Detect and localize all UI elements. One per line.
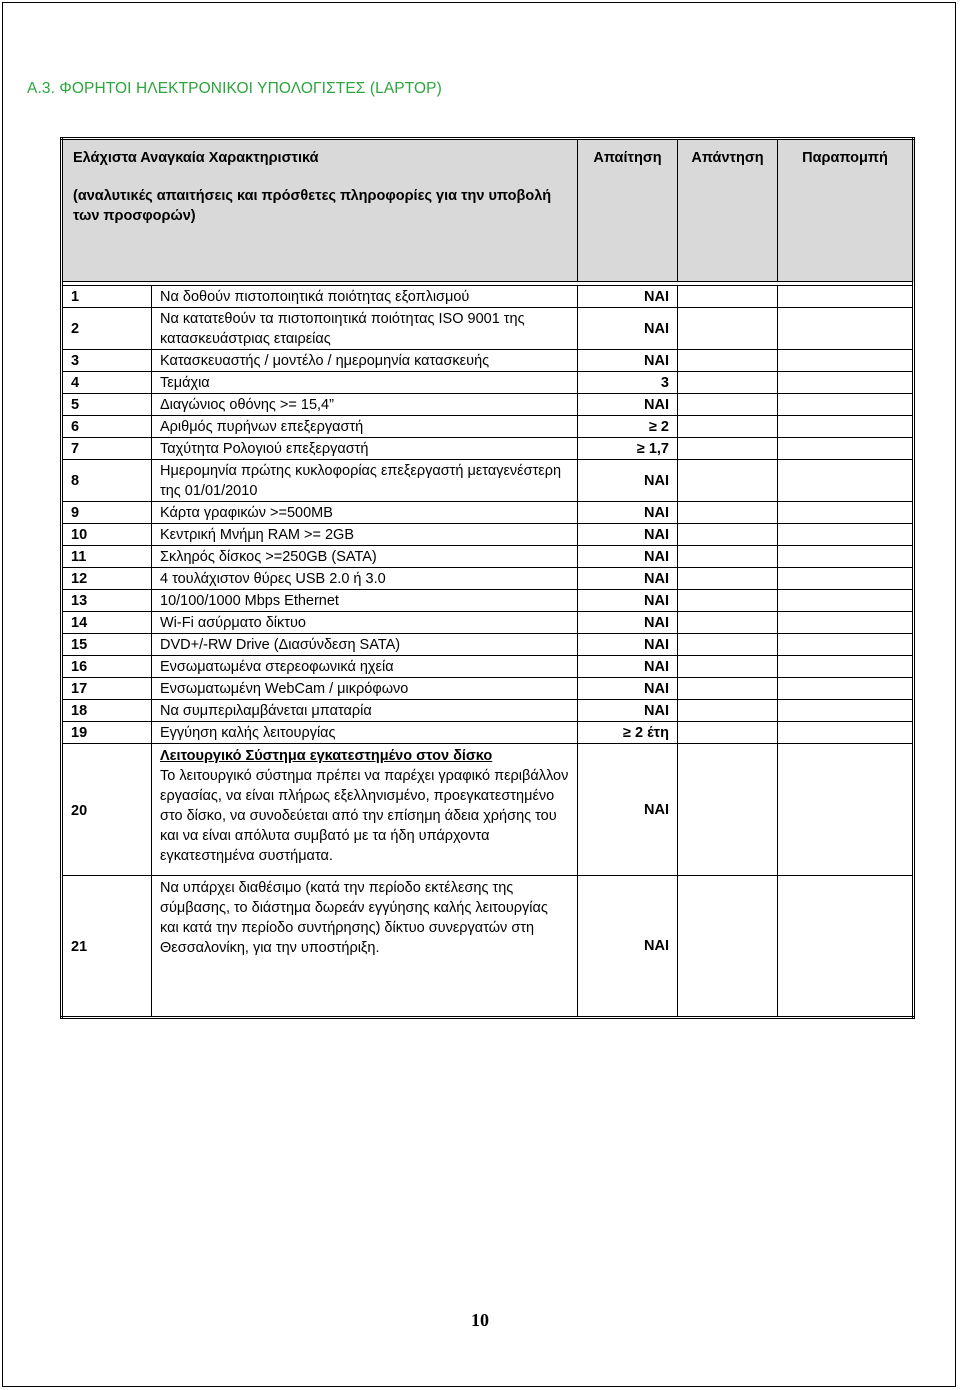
- row-number: 5: [62, 394, 152, 416]
- row-description-text: Να υπάρχει διαθέσιμο (κατά την περίοδο εκτέλεσης της σύμβασης, το διάστημα δωρεάν εγγύησης καλής λειτουργίας και κατά την περίοδο συντήρησης) δίκτυο συνεργατών στη Θεσσαλονίκη, για την υποστήριξη.: [160, 880, 548, 956]
- row-requirement: ΝΑΙ: [578, 590, 678, 612]
- row-description-text: Ημερομηνία πρώτης κυκλοφορίας επεξεργαστή μεταγενέστερη της 01/01/2010: [160, 462, 562, 499]
- header-reference: Παραπομπή: [778, 139, 914, 282]
- header-requirement: Απαίτηση: [578, 139, 678, 282]
- table-row: [62, 546, 914, 568]
- row-description: [152, 700, 578, 722]
- row-description: [152, 568, 578, 590]
- row-reference: [778, 394, 914, 416]
- row-number: 20: [62, 744, 152, 876]
- row-answer: [678, 678, 778, 700]
- row-number: 8: [62, 460, 152, 502]
- row-requirement: ≥ 1,7: [578, 438, 678, 460]
- row-reference: [778, 416, 914, 438]
- row-description: [152, 502, 578, 524]
- row-reference: [778, 612, 914, 634]
- row-description: [152, 350, 578, 372]
- row-answer: [678, 744, 778, 876]
- table-row: [62, 612, 914, 634]
- row-reference: [778, 568, 914, 590]
- row-number: 2: [62, 308, 152, 350]
- row-description-text: Ενσωματωμένη WebCam / μικρόφωνο: [160, 680, 409, 697]
- row-description-text: Τεμάχια: [160, 374, 210, 391]
- row-description: [152, 876, 578, 1018]
- row-reference: [778, 286, 914, 308]
- row-description-text: Σκληρός δίσκος >=250GB (SATA): [160, 548, 377, 565]
- row-description-text: Κάρτα γραφικών >=500MB: [160, 504, 333, 521]
- requirements-table: [60, 137, 915, 1019]
- row-number: 15: [62, 634, 152, 656]
- row-reference: [778, 460, 914, 502]
- table-row: [62, 308, 914, 350]
- row-number: 16: [62, 656, 152, 678]
- row-requirement: ΝΑΙ: [578, 394, 678, 416]
- row-reference: [778, 876, 914, 1018]
- row-description-text: Διαγώνιος οθόνης >= 15,4”: [160, 396, 334, 413]
- row-description: [152, 286, 578, 308]
- row-requirement: ΝΑΙ: [578, 700, 678, 722]
- row-number: 1: [62, 286, 152, 308]
- row-answer: [678, 612, 778, 634]
- row-requirement: ΝΑΙ: [578, 350, 678, 372]
- row-description: [152, 612, 578, 634]
- row-number: 6: [62, 416, 152, 438]
- row-answer: [678, 394, 778, 416]
- row-description-text: Να κατατεθούν τα πιστοποιητικά ποιότητας ISO 9001 της κατασκευάστριας εταιρείας: [160, 310, 525, 347]
- table-row: [62, 524, 914, 546]
- row-answer: [678, 700, 778, 722]
- row-description: [152, 634, 578, 656]
- header-main-label: Ελάχιστα Αναγκαία Χαρακτηριστικά: [73, 150, 319, 166]
- table-row: [62, 876, 914, 1018]
- row-answer: [678, 308, 778, 350]
- row-answer: [678, 524, 778, 546]
- row-description-text: Αριθμός πυρήνων επεξεργαστή: [160, 418, 364, 435]
- table-row: [62, 460, 914, 502]
- row-reference: [778, 722, 914, 744]
- row-requirement: ΝΑΙ: [578, 546, 678, 568]
- row-requirement: 3: [578, 372, 678, 394]
- row-requirement: ΝΑΙ: [578, 308, 678, 350]
- row-reference: [778, 744, 914, 876]
- row-number: 19: [62, 722, 152, 744]
- row-description-text: Να δοθούν πιστοποιητικά ποιότητας εξοπλισμού: [160, 288, 470, 305]
- row-requirement: ≥ 2: [578, 416, 678, 438]
- row-description-text: Να συμπεριλαμβάνεται μπαταρία: [160, 702, 372, 719]
- table-row: [62, 568, 914, 590]
- row-description: [152, 460, 578, 502]
- table-row: [62, 678, 914, 700]
- row-description-text: Wi-Fi ασύρματο δίκτυο: [160, 614, 306, 631]
- row-requirement: ΝΑΙ: [578, 678, 678, 700]
- row-answer: [678, 568, 778, 590]
- page-number: 10: [471, 1310, 489, 1330]
- row-requirement: ΝΑΙ: [578, 876, 678, 1018]
- row-description: [152, 416, 578, 438]
- row-number: 21: [62, 876, 152, 1018]
- row-answer: [678, 876, 778, 1018]
- header-description-cell: [62, 139, 578, 282]
- row-description-text: Εγγύηση καλής λειτουργίας: [160, 724, 336, 741]
- row-requirement: ΝΑΙ: [578, 634, 678, 656]
- row-reference: [778, 656, 914, 678]
- row-answer: [678, 546, 778, 568]
- row-number: 17: [62, 678, 152, 700]
- row-number: 10: [62, 524, 152, 546]
- row-description-text: Ενσωματωμένα στερεοφωνικά ηχεία: [160, 658, 394, 675]
- row-description: [152, 590, 578, 612]
- header-answer: Απάντηση: [678, 139, 778, 282]
- row-requirement: ΝΑΙ: [578, 656, 678, 678]
- row-number: 11: [62, 546, 152, 568]
- row-reference: [778, 350, 914, 372]
- row-description: [152, 744, 578, 876]
- table-row: [62, 700, 914, 722]
- row-description-text: Ταχύτητα Ρολογιού επεξεργαστή: [160, 440, 369, 457]
- row-description: [152, 722, 578, 744]
- row-description: [152, 394, 578, 416]
- row-reference: [778, 372, 914, 394]
- row-requirement: ≥ 2 έτη: [578, 722, 678, 744]
- row-number: 18: [62, 700, 152, 722]
- table-row: [62, 590, 914, 612]
- row-answer: [678, 286, 778, 308]
- row-description-text: Κεντρική Μνήμη RAM >= 2GB: [160, 526, 354, 543]
- row-number: 9: [62, 502, 152, 524]
- row-answer: [678, 502, 778, 524]
- table-row: [62, 502, 914, 524]
- row-description-text: Το λειτουργικό σύστημα πρέπει να παρέχει γραφικό περιβάλλον εργασίας, να είναι πλήρως εξελληνισμένο, προεγκατεστημένο στο δίσκο, να συνοδεύεται από την επίσημη άδεια χρήσης του και να είναι απόλυτα συμβατό με τα ήδη υπάρχοντα εγκατεστημένα συστήματα.: [160, 768, 569, 864]
- row-description-text: 4 τουλάχιστον θύρες USB 2.0 ή 3.0: [160, 570, 386, 587]
- row-requirement: ΝΑΙ: [578, 460, 678, 502]
- row-number: 14: [62, 612, 152, 634]
- row-requirement: ΝΑΙ: [578, 612, 678, 634]
- row-number: 3: [62, 350, 152, 372]
- row-reference: [778, 502, 914, 524]
- row-description: [152, 524, 578, 546]
- row-description: [152, 438, 578, 460]
- row-description-title: Λειτουργικό Σύστημα εγκατεστημένο στον δίσκο: [160, 748, 493, 764]
- row-reference: [778, 524, 914, 546]
- table-row: [62, 416, 914, 438]
- row-number: 7: [62, 438, 152, 460]
- table-row: [62, 350, 914, 372]
- row-reference: [778, 700, 914, 722]
- row-requirement: ΝΑΙ: [578, 286, 678, 308]
- row-description-text: DVD+/-RW Drive (Διασύνδεση SATA): [160, 636, 401, 653]
- row-answer: [678, 634, 778, 656]
- row-answer: [678, 416, 778, 438]
- row-description-text: 10/100/1000 Mbps Ethernet: [160, 592, 339, 609]
- row-number: 13: [62, 590, 152, 612]
- row-number: 12: [62, 568, 152, 590]
- row-description: [152, 678, 578, 700]
- row-description: [152, 372, 578, 394]
- table-row: [62, 372, 914, 394]
- row-description: [152, 546, 578, 568]
- row-requirement: ΝΑΙ: [578, 524, 678, 546]
- section-title: A.3. ΦΟΡΗΤΟΙ ΗΛΕΚΤΡΟΝΙΚΟΙ ΥΠΟΛΟΓΙΣΤΕΣ (LAPTOP): [27, 80, 442, 97]
- row-requirement: ΝΑΙ: [578, 568, 678, 590]
- row-reference: [778, 590, 914, 612]
- table-row: [62, 722, 914, 744]
- row-answer: [678, 590, 778, 612]
- row-description: [152, 308, 578, 350]
- row-number: 4: [62, 372, 152, 394]
- table-row: [62, 634, 914, 656]
- row-reference: [778, 438, 914, 460]
- row-answer: [678, 656, 778, 678]
- row-reference: [778, 678, 914, 700]
- header-sub-label: (αναλυτικές απαιτήσεις και πρόσθετες πληροφορίες για την υποβολή των προσφορών): [73, 188, 552, 224]
- table-row: [62, 438, 914, 460]
- row-answer: [678, 350, 778, 372]
- table-row: [62, 744, 914, 876]
- row-requirement: ΝΑΙ: [578, 502, 678, 524]
- row-answer: [678, 372, 778, 394]
- table-row: [62, 286, 914, 308]
- row-requirement: ΝΑΙ: [578, 744, 678, 876]
- row-description-text: Κατασκευαστής / μοντέλο / ημερομηνία κατασκευής: [160, 352, 490, 369]
- row-reference: [778, 308, 914, 350]
- table-header-row: [62, 139, 914, 282]
- row-answer: [678, 722, 778, 744]
- row-reference: [778, 546, 914, 568]
- row-reference: [778, 634, 914, 656]
- row-answer: [678, 460, 778, 502]
- row-description: [152, 656, 578, 678]
- table-row: [62, 656, 914, 678]
- table-row: [62, 394, 914, 416]
- row-answer: [678, 438, 778, 460]
